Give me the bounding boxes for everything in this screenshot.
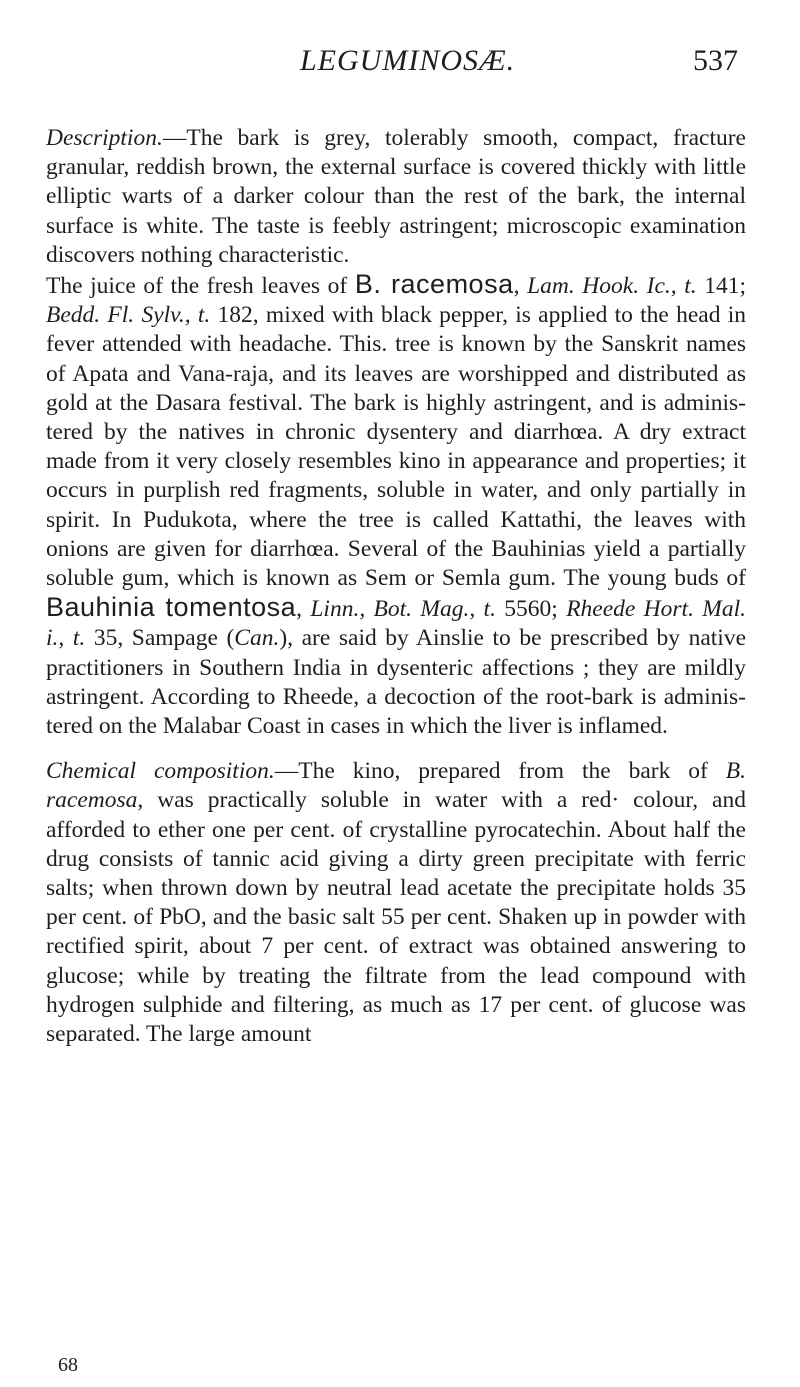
description-text: —The bark is grey, tolerably smooth, compact, fracture granular, reddish brown, the external surface is covered thickly with little elliptic warts of a darker colour than the rest of the bark, the internal surface is white. The taste is feebly astringent; microscopic examination discovers nothing characteristic.: [46, 125, 746, 268]
species-name-tomentosa: Bauhinia tomentosa: [46, 592, 297, 623]
page-number: 537: [693, 44, 738, 77]
uses-text-2: ,: [513, 273, 528, 300]
chemical-text-1: —The kino, prepared from the bark of: [274, 758, 726, 785]
reference-bedd: Bedd. Fl. Sylv., t.: [46, 302, 211, 329]
uses-text-7: 35, Sampage (: [85, 625, 235, 652]
description-label: Description.: [46, 125, 163, 151]
reference-linn: Linn., Bot. Mag., t.: [310, 596, 496, 623]
reference-can: Can.: [234, 625, 280, 652]
reference-lam-hook: Lam. Hook. Ic., t.: [527, 273, 697, 300]
body-text: [46, 124, 746, 1049]
uses-text-5: ,: [296, 596, 311, 623]
uses-text-4: 182, mixed with black pepper, is applied to the head in fever attended with headache. This. tree is known by the Sanskrit names of Apata and Vana-raja, and its leaves are worshipped and distributed as gold at the Dasara festival. The bark is highly astringent, and is administered by the natives in chronic dysentery and diarrhœa. A dry extract made from it very closely resembles kino in appearance and properties; it occurs in purplish red fragments, soluble in water, and only partially in spirit. In Pudukota, where the tree is called Kattathi, the leaves with onions are given for diarrhœa. Several of the Bauhinias yield a partially soluble gum, which is known as Sem or Semla gum. The young buds of: [46, 302, 747, 592]
chemical-composition-paragraph: [46, 757, 746, 1049]
uses-text-6: 5560;: [495, 596, 567, 623]
chemical-composition-label: Chemical composition.: [46, 758, 275, 785]
uses-text-1: The juice of the fresh leaves of: [46, 273, 355, 300]
running-head: [0, 44, 800, 84]
reference-rheede: Rheede Hort. Mal. i., t.: [46, 596, 747, 652]
species-name-racemosa: B. racemosa: [354, 269, 514, 300]
printer-signature: 68: [58, 1354, 78, 1376]
description-paragraph: [46, 124, 746, 270]
uses-paragraph: [46, 270, 746, 741]
uses-text-3: 141;: [696, 273, 747, 300]
species-name-racemosa-2: B. racemosa: [46, 758, 746, 814]
chemical-text-2: , was practically soluble in water with a red· colour, and afforded to ether one per cent. of crystalline pyrocatechin. About half the drug consists of tannic acid giving a dirty green precipitate with ferric salts; when thrown down by neutral lead acetate the precipitate holds 35 per cent. of PbO, and the basic salt 55 per cent. Shaken up in powder with rectified spirit, about 7 per cent. of extract was obtained answering to glucose; while by treating the filtrate from the lead compound with hydrogen sulphide and filtering, as much as 17 per cent. of glucose was separated. The large amount: [46, 787, 746, 1048]
uses-text-8: ), are said by Ainslie to be prescribed by native practitioners in Southern India in dysenteric affections ; they are mildly astringent. According to Rheede, a decoction of the root-bark is administered on the Malabar Coast in cases in which the liver is inflamed.: [46, 625, 747, 740]
running-title: LEGUMINOSÆ.: [300, 44, 516, 77]
